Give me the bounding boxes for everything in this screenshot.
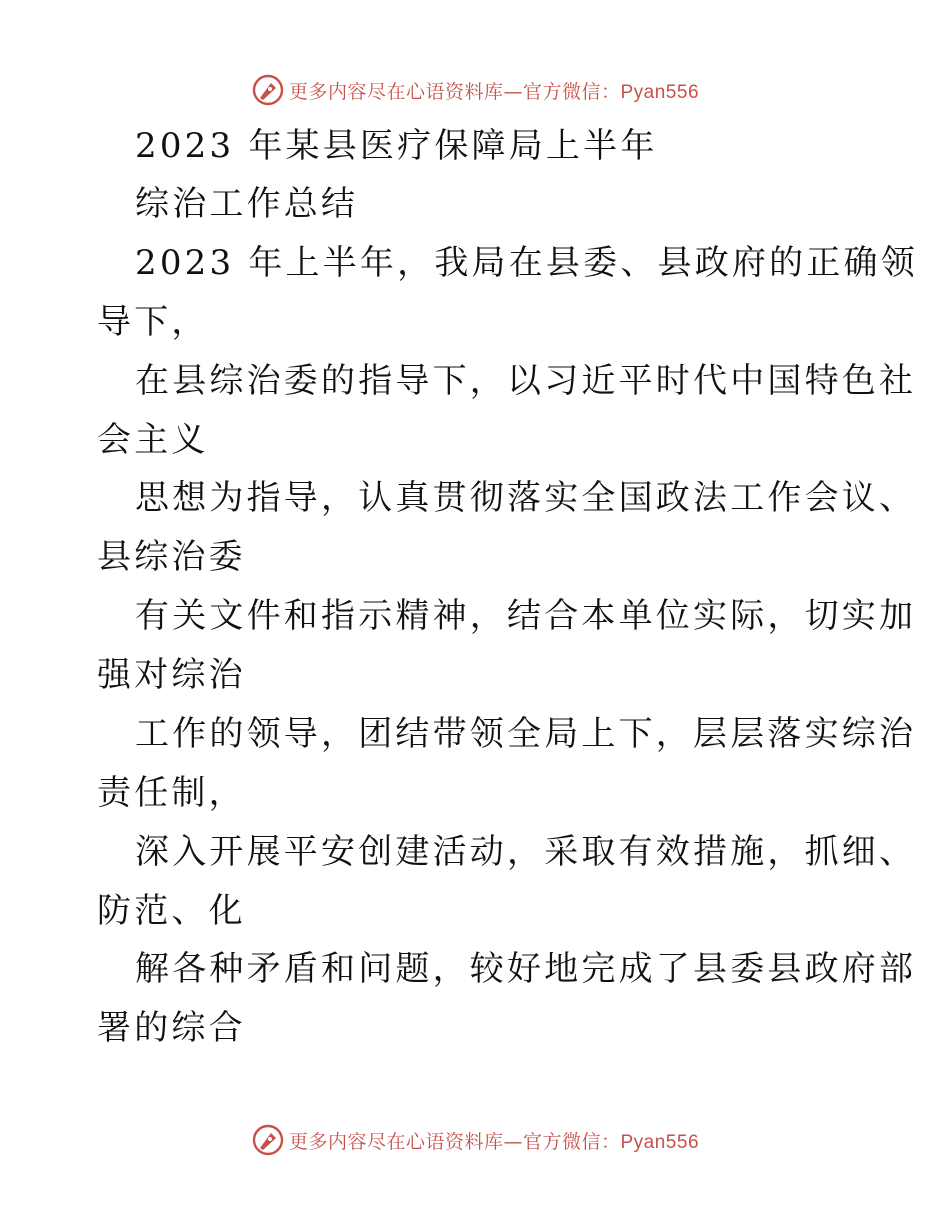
watermark-wechat-label: 官方微信： xyxy=(522,80,621,103)
watermark-site-name: 更多内容尽在心语资料库 xyxy=(288,80,504,103)
watermark-wechat-id: Pyan556 xyxy=(620,81,700,103)
paragraph-line: 思想为指导，认真贯彻落实全国政法工作会议、 xyxy=(135,478,917,518)
paragraph-line: 2023 年上半年，我局在县委、县政府的正确领 xyxy=(135,243,918,283)
paragraph-line: 有关文件和指示精神，结合本单位实际，切实加 xyxy=(135,596,917,636)
watermark-site-name: 更多内容尽在心语资料库 xyxy=(288,1130,504,1153)
watermark-dash: — xyxy=(503,1130,523,1153)
paragraph-line: 强对综治 xyxy=(97,655,246,695)
paragraph-line: 工作的领导，团结带领全局上下，层层落实综治 xyxy=(135,714,917,754)
doc-title-line-2: 综治工作总结 xyxy=(135,184,359,224)
watermark-dash: — xyxy=(503,80,523,103)
paragraph-line: 解各种矛盾和问题，较好地完成了县委县政府部 xyxy=(135,949,917,989)
pen-nib-logo-icon xyxy=(251,73,285,107)
paragraph-line: 责任制， xyxy=(97,773,246,813)
doc-title-line-1: 2023 年某县医疗保障局上半年 xyxy=(135,126,658,166)
paragraph-line: 在县综治委的指导下，以习近平时代中国特色社 xyxy=(135,361,917,401)
footer-watermark xyxy=(0,1120,950,1160)
watermark-wechat-id: Pyan556 xyxy=(620,1131,700,1153)
watermark-text xyxy=(289,77,699,104)
paragraph-line: 县综治委 xyxy=(97,537,246,577)
pen-nib-logo-icon xyxy=(251,1123,285,1157)
watermark-text xyxy=(289,1127,699,1154)
paragraph-line: 署的综合 xyxy=(97,1008,246,1048)
watermark-wechat-label: 官方微信： xyxy=(522,1130,621,1153)
paragraph-line: 防范、化 xyxy=(97,891,246,931)
paragraph-line: 会主义 xyxy=(97,420,209,460)
paragraph-line: 导下， xyxy=(97,302,209,342)
header-watermark xyxy=(0,70,950,110)
paragraph-line: 深入开展平安创建活动，采取有效措施，抓细、 xyxy=(135,832,917,872)
